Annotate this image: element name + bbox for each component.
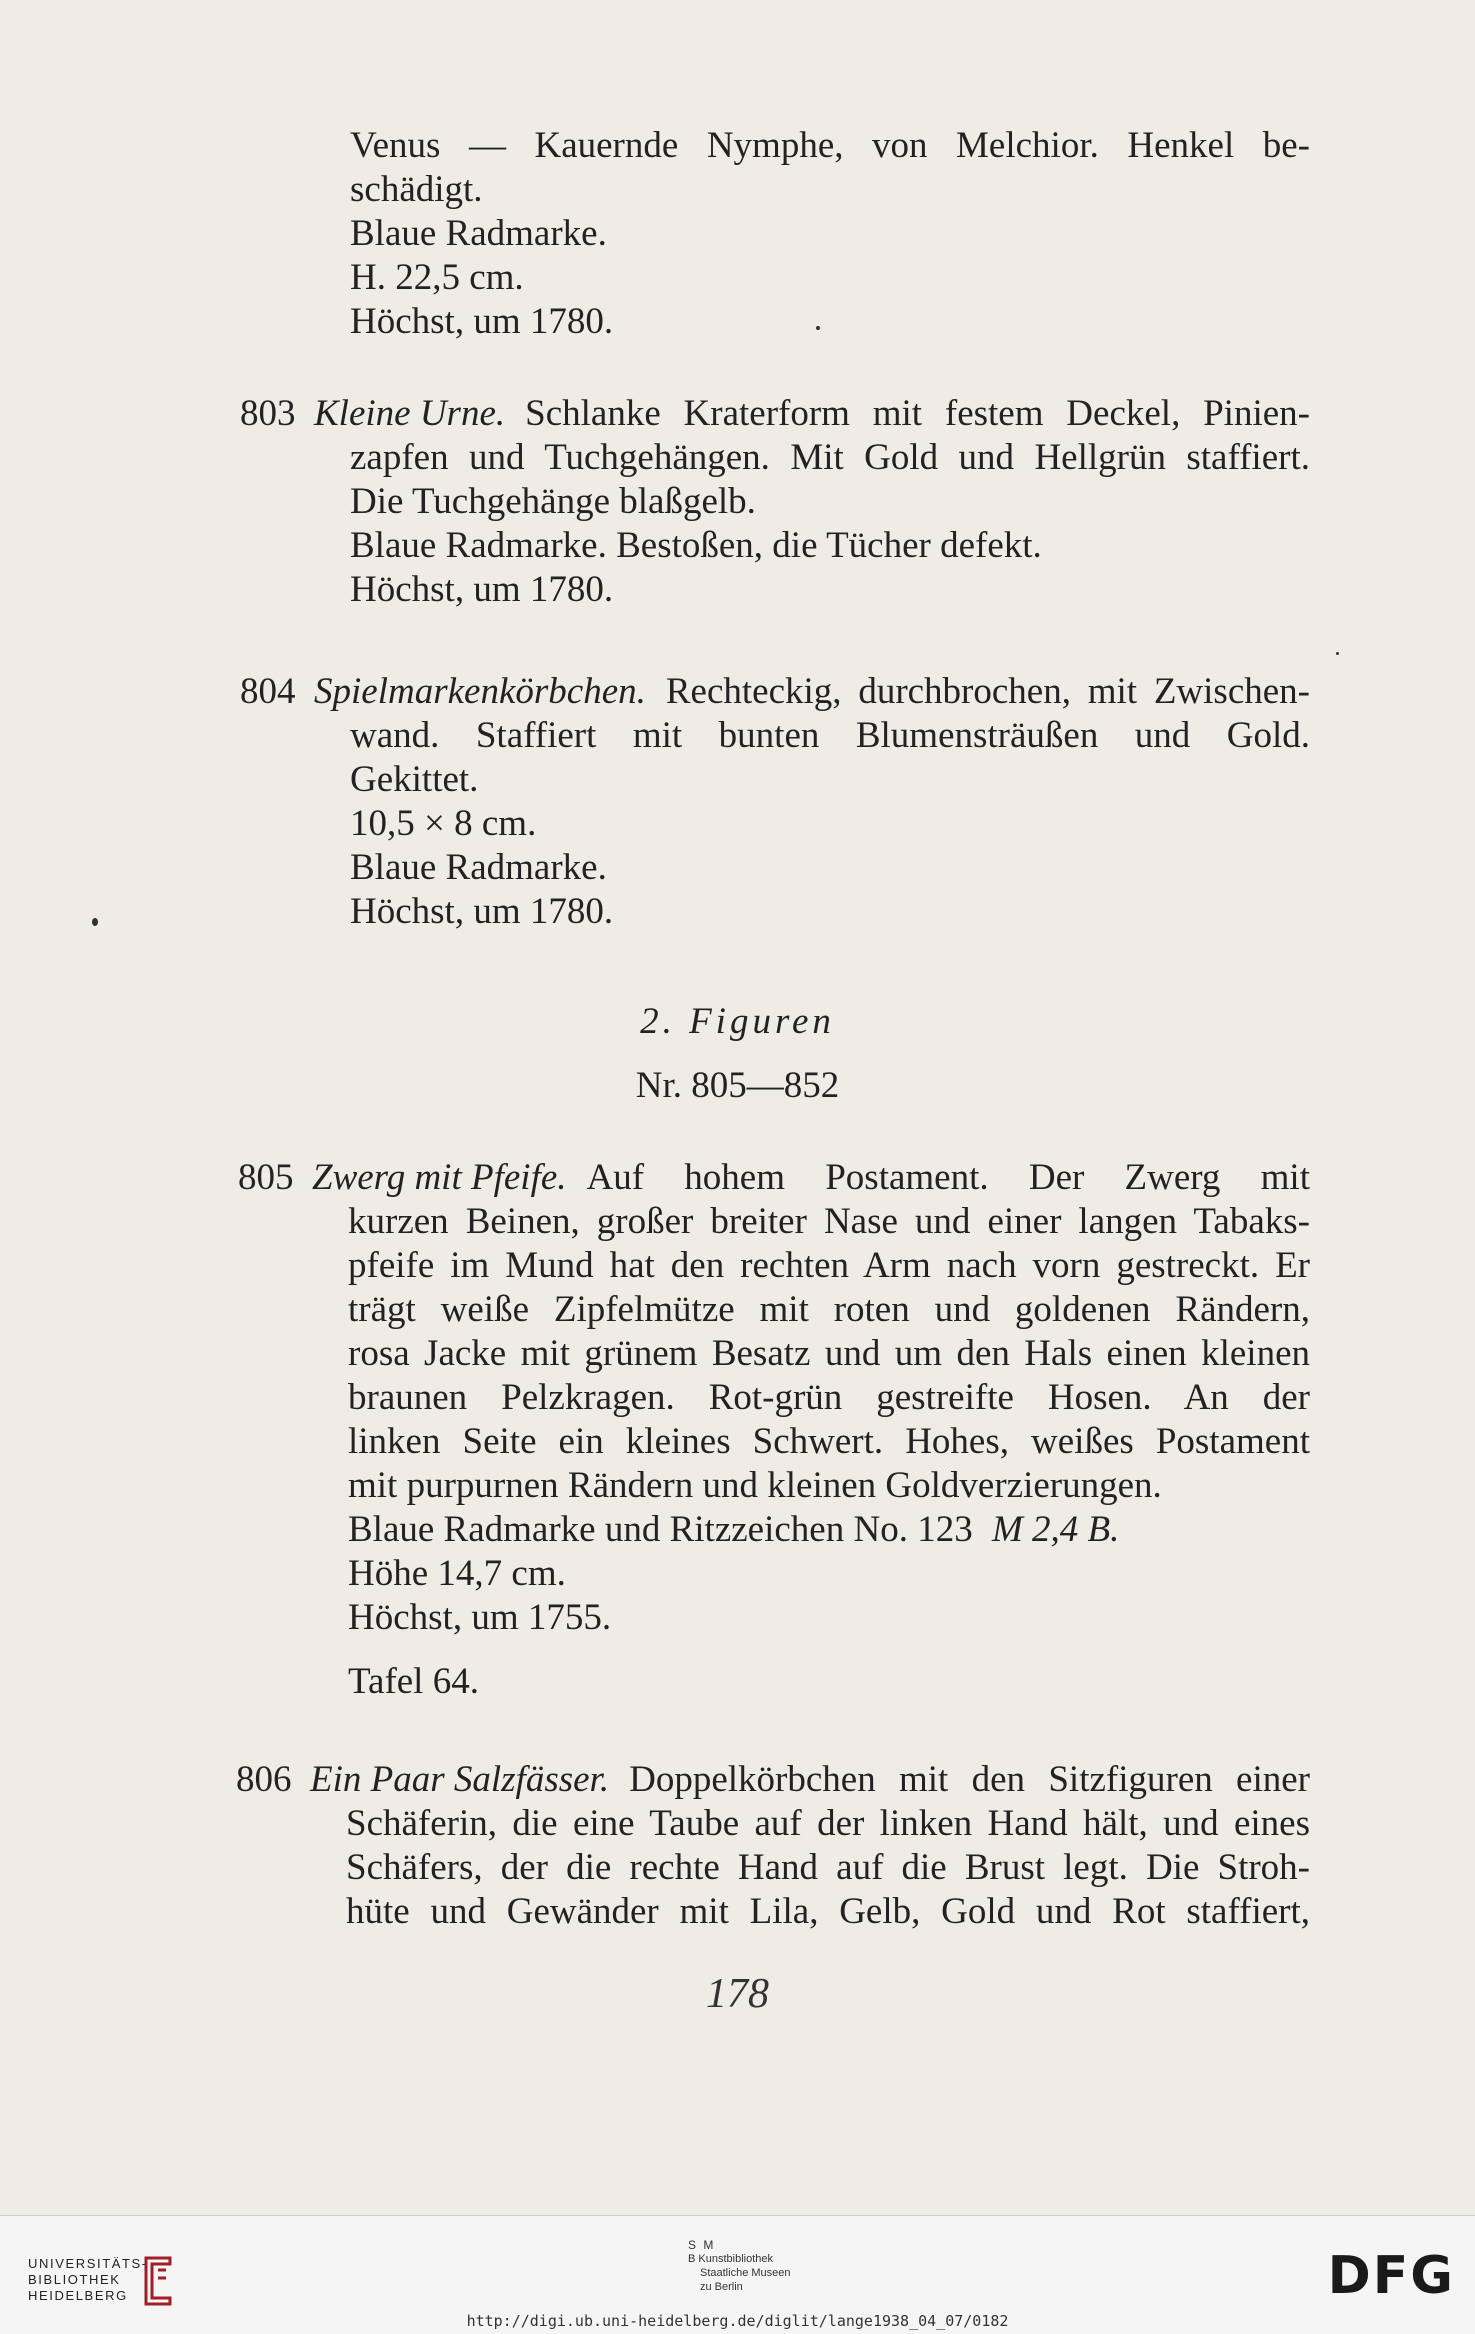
text-line: Höchst, um 1780.	[350, 569, 614, 610]
text-line	[348, 1508, 1119, 1552]
library-logo-icon	[136, 2254, 180, 2308]
text-line: schädigt.	[350, 169, 483, 210]
entry-number: 806	[236, 1759, 292, 1800]
entry-first-line	[314, 670, 1310, 714]
text-line: H. 22,5 cm.	[350, 257, 524, 298]
text-line: 10,5 × 8 cm.	[350, 803, 537, 844]
entry-text: Rechteckig, durchbrochen, mit Zwischen-	[665, 671, 1310, 712]
text-line: zapfen und Tuchgehängen. Mit Gold und Hellgrün staffiert.	[350, 437, 1310, 478]
text-line: Blaue Radmarke.	[350, 213, 607, 254]
text-line: Die Tuchgehänge blaßgelb.	[350, 481, 756, 522]
mark-description: Blaue Radmarke und Ritzzeichen No. 123	[348, 1509, 973, 1550]
entry-text: Auf hohem Postament. Der Zwerg mit	[586, 1157, 1310, 1198]
section-range: Nr. 805—852	[635, 1065, 840, 1106]
entry-title: Spielmarkenkörbchen.	[314, 671, 646, 712]
text-line: Höchst, um 1780.	[350, 301, 614, 342]
scan-speck	[92, 918, 98, 926]
text-line: Höhe 14,7 cm.	[348, 1553, 566, 1594]
entry-title: Ein Paar Salzfässer.	[310, 1759, 610, 1800]
entry-number: 805	[238, 1157, 294, 1198]
text-line: Tafel 64.	[348, 1661, 479, 1702]
museum-logo: S M B Kunstbibliothek Staatliche Museen zu Berlin	[688, 2238, 791, 2293]
text-line: linken Seite ein kleines Schwert. Hohes, weißes Postament	[348, 1421, 1310, 1462]
text-line: Blaue Radmarke. Bestoßen, die Tücher defekt.	[350, 525, 1042, 566]
text-line: Blaue Radmarke.	[350, 847, 607, 888]
text-line: mit purpurnen Rändern und kleinen Goldverzierungen.	[348, 1465, 1162, 1506]
text-line: trägt weiße Zipfelmütze mit roten und goldenen Rändern,	[348, 1289, 1310, 1330]
scan-speck	[816, 326, 820, 330]
entry-first-line	[312, 1156, 1310, 1200]
dfg-logo: DFG	[1327, 2246, 1455, 2306]
text-line: hüte und Gewänder mit Lila, Gelb, Gold und Rot staffiert,	[346, 1891, 1310, 1932]
footer-bar	[0, 2215, 1475, 2334]
entry-number: 804	[240, 671, 296, 712]
text-line: Venus — Kauernde Nymphe, von Melchior. Henkel be-	[350, 125, 1310, 166]
text-line: Schäfers, der die rechte Hand auf die Brust legt. Die Stroh-	[346, 1847, 1310, 1888]
text-line: Höchst, um 1755.	[348, 1597, 612, 1638]
scan-speck	[1336, 652, 1339, 655]
section-heading: 2. Figuren	[640, 1001, 835, 1042]
text-line: Höchst, um 1780.	[350, 891, 614, 932]
text-line: kurzen Beinen, großer breiter Nase und einer langen Tabaks-	[348, 1201, 1310, 1242]
page-number: 178	[706, 1971, 769, 2017]
text-line: wand. Staffiert mit bunten Blumensträußen und Gold.	[350, 715, 1310, 756]
text-line: Schäferin, die eine Taube auf der linken Hand hält, und eines	[346, 1803, 1310, 1844]
entry-title: Kleine Urne.	[314, 393, 506, 434]
entry-number: 803	[240, 393, 296, 434]
library-logo-text: UNIVERSITÄTS- BIBLIOTHEK HEIDELBERG	[28, 2256, 148, 2303]
entry-title: Zwerg mit Pfeife.	[312, 1157, 567, 1198]
entry-first-line	[310, 1758, 1310, 1802]
source-url[interactable]: http://digi.ub.uni-heidelberg.de/diglit/lange1938_04_07/0182	[466, 2312, 1009, 2330]
text-line: pfeife im Mund hat den rechten Arm nach vorn gestreckt. Er	[348, 1245, 1310, 1286]
entry-text: Schlanke Kraterform mit festem Deckel, Pinien-	[525, 393, 1310, 434]
text-line: braunen Pelzkragen. Rot-grün gestreifte Hosen. An der	[348, 1377, 1310, 1418]
entry-text: Doppelkörbchen mit den Sitzfiguren einer	[629, 1759, 1310, 1800]
incised-mark: M 2,4 B.	[991, 1509, 1120, 1550]
text-line: rosa Jacke mit grünem Besatz und um den Hals einen kleinen	[348, 1333, 1310, 1374]
entry-first-line	[314, 392, 1310, 436]
text-line: Gekittet.	[350, 759, 479, 800]
